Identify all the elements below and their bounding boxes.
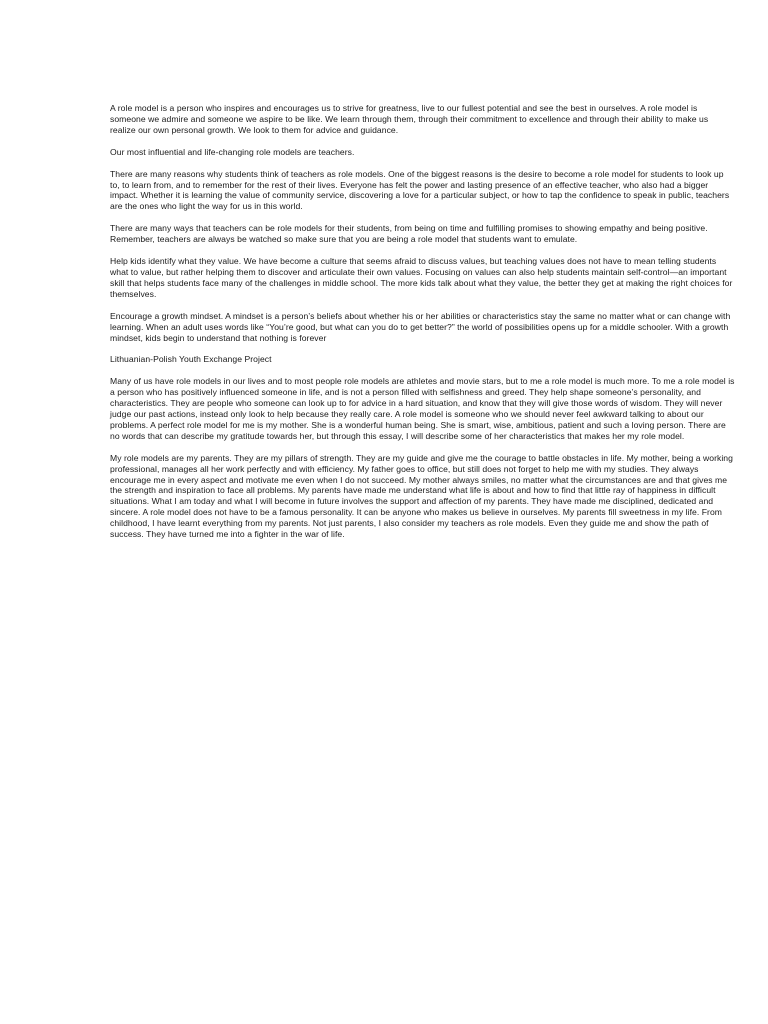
- paragraph-teachers-statement: Our most influential and life-changing role models are teachers.: [110, 146, 355, 157]
- document-body: [110, 103, 735, 551]
- paragraph-mother: Many of us have role models in our lives and to most people role models are athletes and movie stars, but to me a role model is much more. To me a role model is a person who has positively influenced someone in life, and is not a person filled with selfishness and greed. They help shape someone’s personality, and characteristics. They are people who someone can look up to for advice in a hard situation, and know that they will give those words of wisdom. They will never judge our past actions, instead only look to help because they really care. A role model is someone who we should never feel awkward talking to about our problems. A perfect role model for me is my mother. She is a wonderful human being. She is smart, wise, ambitious, patient and such a loving person. There are no words that can describe my gratitude towards her, but through this essay, I will describe some of her characteristics that makes her my role model.: [110, 376, 735, 441]
- section-heading: Lithuanian-Polish Youth Exchange Project: [110, 354, 272, 365]
- paragraph-values: Help kids identify what they value. We have become a culture that seems afraid to discuss values, but teaching values does not have to mean telling students what to value, but rather helping them to discover and articulate their own values. Focusing on values can also help students maintain self-control—an important skill that helps students face many of the challenges in middle school. The more kids talk about what they value, the better they get at making the right choices for themselves.: [110, 256, 733, 299]
- paragraph-ways: There are many ways that teachers can be role models for their students, from being on time and fulfilling promises to showing empathy and being positive. Remember, teachers are always be watched so make sure that you are being a role model that students want to emulate.: [110, 223, 708, 245]
- paragraph-reasons: There are many reasons why students think of teachers as role models. One of the biggest reasons is the desire to become a role model for students to look up to, to learn from, and to remember for the rest of their lives. Everyone has felt the power and lasting presence of an effective teacher, who also had a bigger impact. Whether it is learning the value of community service, discovering a love for a particular subject, or how to tap the confidence to speak in public, teachers are the ones who light the way for us in this world.: [110, 168, 730, 212]
- paragraph-intro: A role model is a person who inspires and encourages us to strive for greatness, live to our fullest potential and see the best in ourselves. A role model is someone we admire and someone we aspire to be like. We learn through them, through their commitment to excellence and through their ability to make us realize our own personal growth. We look to them for advice and guidance.: [110, 103, 709, 135]
- paragraph-growth-mindset: Encourage a growth mindset. A mindset is a person’s beliefs about whether his or her abilities or characteristics stay the same no matter what or can change with learning. When an adult uses words like “You’re good, but what can you do to get better?” the world of possibilities opens up for a middle schooler. With a growth mindset, kids begin to understand that nothing is forever: [110, 310, 731, 343]
- paragraph-parents: My role models are my parents. They are my pillars of strength. They are my guide and give me the courage to battle obstacles in life. My mother, being a working professional, manages all her work perfectly and with efficiency. My father goes to office, but still does not forget to help me with my studies. They always encourage me in every aspect and motivate me even when I do not succeed. My mother always smiles, no matter what the circumstances are and that gives me the strength and inspiration to face all problems. My parents have made me understand what life is about and how to find that little ray of happiness in difficult situations. What I am today and what I will become in future involves the support and affection of my parents. They have made me disciplined, dedicated and sincere. A role model does not have to be a famous personality. It can be anyone who makes us believe in ourselves. My parents fill sweetness in my life. From childhood, I have learnt everything from my parents. Not just parents, I also consider my teachers as role models. Even they guide me and show the path of success. They have turned me into a fighter in the war of life.: [110, 452, 733, 540]
